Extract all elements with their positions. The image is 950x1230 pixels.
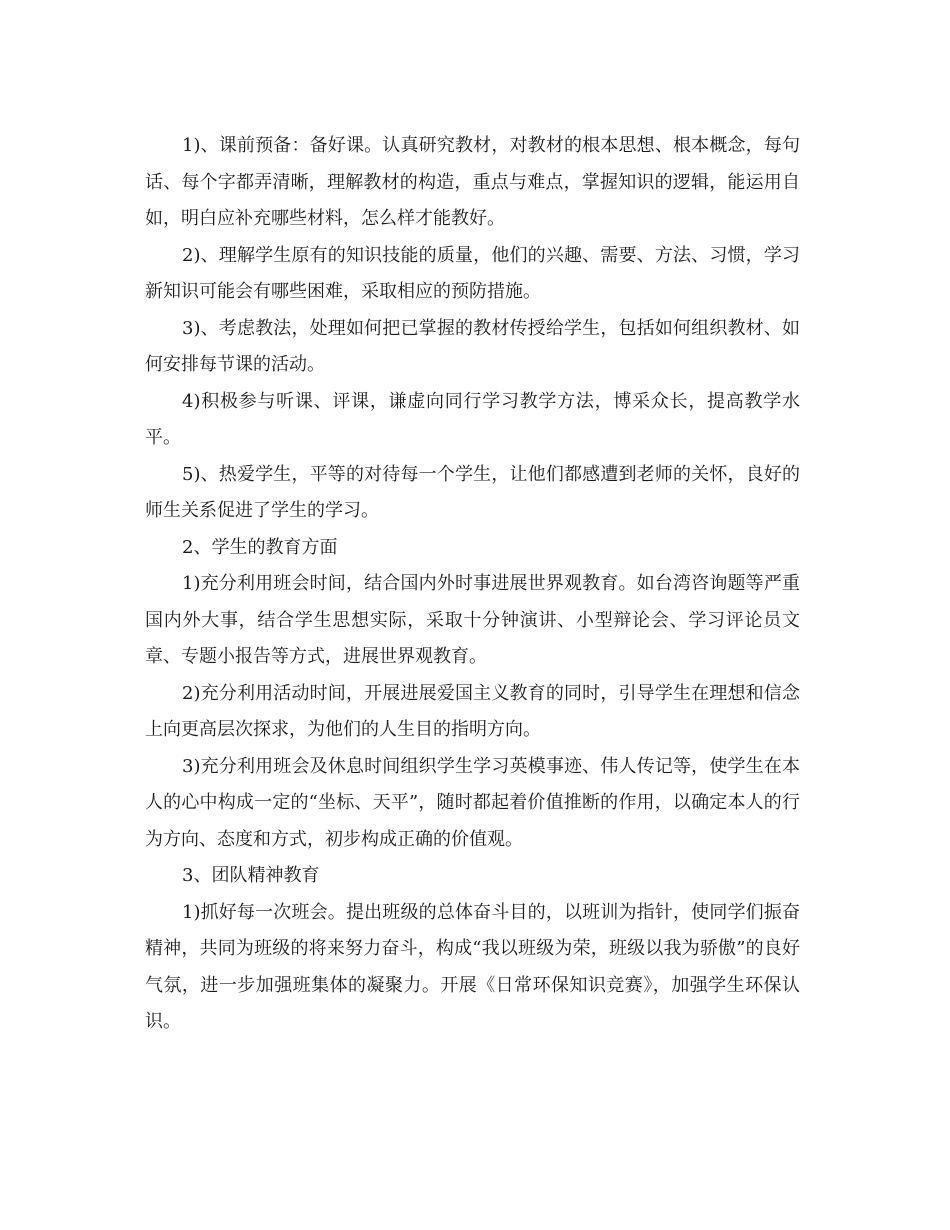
section-heading-team-spirit: 3、团队精神教育 — [182, 865, 320, 886]
paragraph-teaching-method: 3)、考虑教法，处理如何把已掌握的教材传授给学生，包括如何组织教材、如何安排每节课的活动。 — [145, 317, 800, 375]
paragraph-lesson-prep: 1)、课前预备：备好课。认真研究教材，对教材的根本思想、根本概念，每句话、每个字都弄清晰，理解教材的构造，重点与难点，掌握知识的逻辑，能运用自如，明白应补充哪些材料，怎么样才能教好。 — [145, 135, 800, 229]
paragraph-worldview-education: 1)充分利用班会时间，结合国内外时事进展世界观教育。如台湾咨询题等严重国内外大事，结合学生思想实际，采取十分钟演讲、小型辩论会、学习评论员文章、专题小报告等方式，进展世界观教育。 — [145, 573, 800, 667]
paragraph-peer-learning: 4)积极参与听课、评课，谦虚向同行学习教学方法，博采众长，提高教学水平。 — [145, 390, 800, 448]
section-heading-student-education: 2、学生的教育方面 — [182, 536, 338, 558]
paragraph-love-students: 5)、热爱学生，平等的对待每一个学生，让他们都感遭到老师的关怀，良好的师生关系促进了学生的学习。 — [145, 463, 800, 521]
paragraph-patriotism-education: 2)充分利用活动时间，开展进展爱国主义教育的同时，引导学生在理想和信念上向更高层次探求，为他们的人生目的指明方向。 — [145, 682, 800, 740]
paragraph-student-understanding: 2)、理解学生原有的知识技能的质量，他们的兴趣、需要、方法、习惯，学习新知识可能会有哪些困难，采取相应的预防措施。 — [145, 244, 800, 302]
document-body — [145, 128, 800, 1041]
paragraph-values-education: 3)充分利用班会及休息时间组织学生学习英模事迹、伟人传记等，使学生在本人的心中构成一定的“坐标、天平”，随时都起着价值推断的作用，以确定本人的行为方向、态度和方式，初步构成正确的价值观。 — [145, 755, 800, 850]
paragraph-class-meeting: 1)抓好每一次班会。提出班级的总体奋斗目的，以班训为指针，使同学们振奋精神，共同为班级的将来努力奋斗，构成“我以班级为荣，班级以我为骄傲”的良好气氛，进一步加强班集体的凝聚力。开展《日常环保知识竞赛》，加强学生环保认识。 — [145, 901, 800, 1032]
